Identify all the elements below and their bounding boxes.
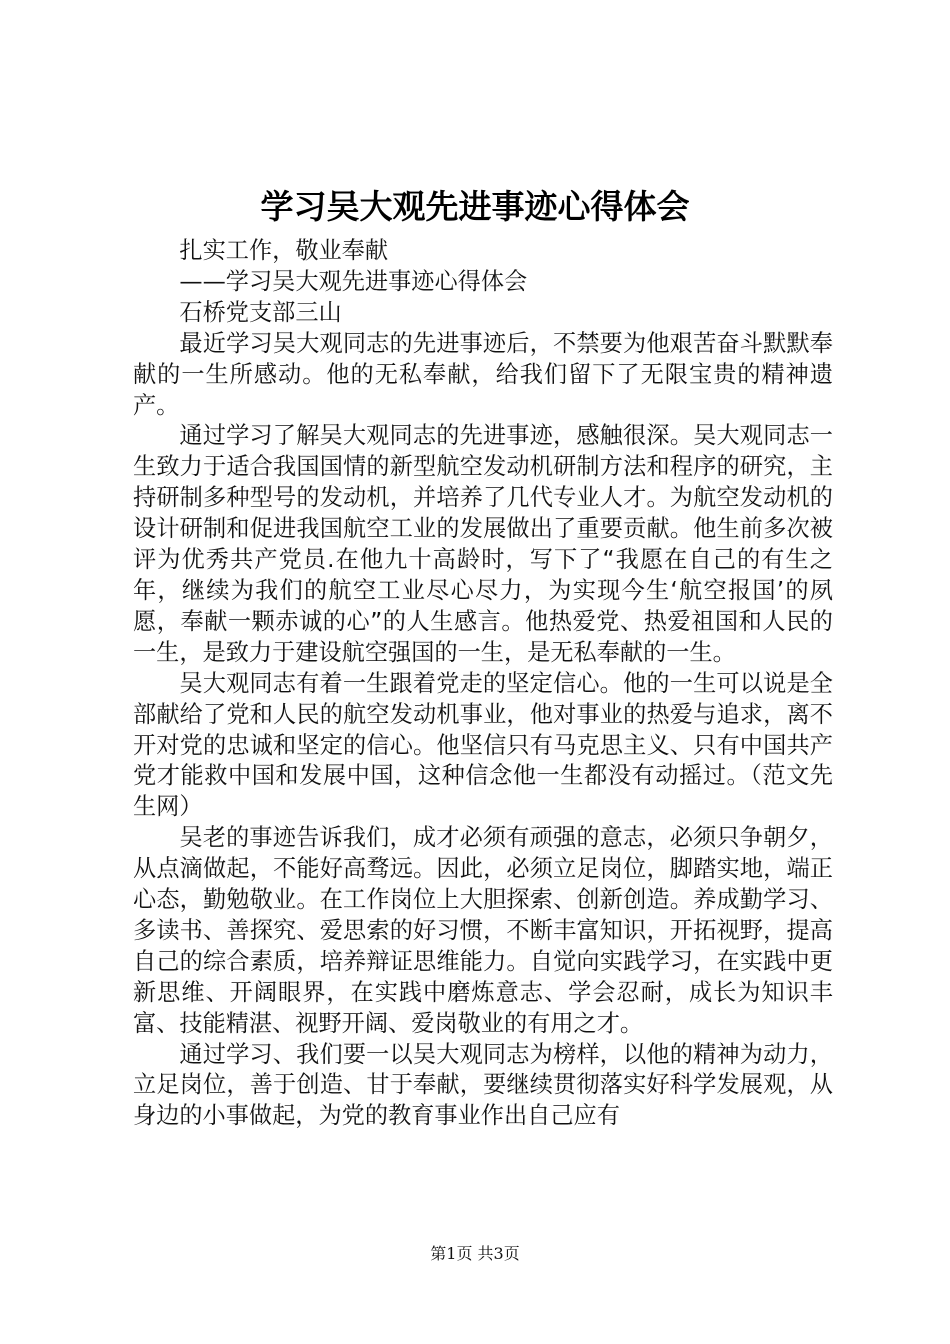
body-paragraph: 通过学习了解吴大观同志的先进事迹，感触很深。吴大观同志一生致力于适合我国国情的新型航空发动机研制方法和程序的研究，主持研制多种型号的发动机，并培养了几代专业人才。为航空发动机的设计研制和促进我国航空工业的发展做出了重要贡献。他生前多次被评为优秀共产党员.在他九十高龄时，写下了“我愿在自己的有生之年，继续为我们的航空工业尽心尽力，为实现今生‘航空报国’的夙愿，奉献一颗赤诚的心”的人生感言。他热爱党、热爱祖国和人民的一生，是致力于建设航空强国的一生，是无私奉献的一生。 [133, 422, 833, 666]
author-line: 石桥党支部三山 [179, 298, 342, 326]
subtitle-line: ——学习吴大观先进事迹心得体会 [179, 267, 528, 295]
body-paragraph: 吴老的事迹告诉我们，成才必须有顽强的意志，必须只争朝夕，从点滴做起，不能好高骛远。因此，必须立足岗位，脚踏实地，端正心态，勤勉敬业。在工作岗位上大胆探索、创新创造。养成勤学习、多读书、善探究、爱思索的好习惯，不断丰富知识，开拓视野，提高自己的综合素质，培养辩证思维能力。自觉向实践学习，在实践中更新思维、开阔眼界，在实践中磨炼意志、学会忍耐，成长为知识丰富、技能精湛、视野开阔、爱岗敬业的有用之才。 [133, 824, 833, 1037]
body-paragraph: 最近学习吴大观同志的先进事迹后，不禁要为他艰苦奋斗默默奉献的一生所感动。他的无私奉献，给我们留下了无限宝贵的精神遗产。 [133, 329, 833, 419]
subtitle-line: 扎实工作，敬业奉献 [179, 237, 389, 264]
body-paragraph: 通过学习、我们要一以吴大观同志为榜样，以他的精神为动力，立足岗位，善于创造、甘于奉献，要继续贯彻落实好科学发展观，从身边的小事做起，为党的教育事业作出自己应有 [133, 1040, 833, 1130]
body-paragraph: 吴大观同志有着一生跟着党走的坚定信心。他的一生可以说是全部献给了党和人民的航空发动机事业，他对事业的热爱与追求，离不开对党的忠诚和坚定的信心。他坚信只有马克思主义、只有中国共产党才能救中国和发展中国，这种信念他一生都没有动摇过。（范文先生网） [133, 669, 833, 821]
document-body [133, 236, 833, 1132]
document-title: 学习吴大观先进事迹心得体会 [260, 187, 690, 226]
page-footer: 第1页 共3页 [430, 1244, 520, 1263]
